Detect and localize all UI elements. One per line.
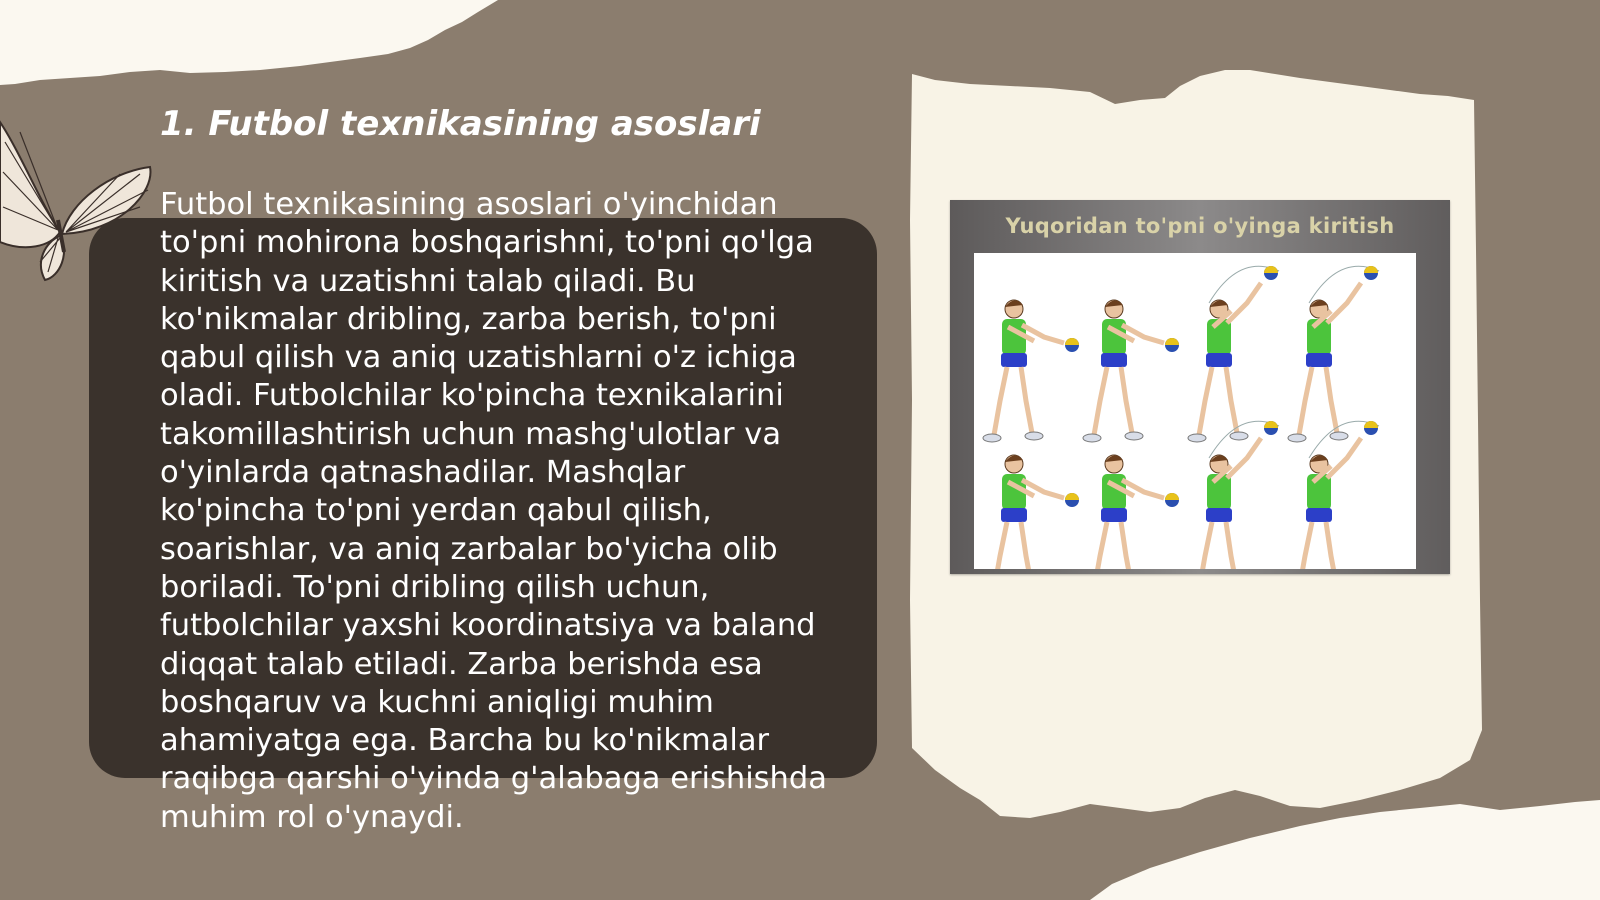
volleyball-icon (1264, 266, 1278, 280)
volleyball-icon (1165, 493, 1179, 507)
illustration-frame (974, 253, 1416, 569)
player-figure (1083, 455, 1179, 569)
volleyball-icon (1264, 421, 1278, 435)
volleyball-icon (1364, 266, 1378, 280)
slide-title: 1. Futbol texnikasining asoslari (160, 104, 761, 144)
volleyball-icon (1065, 493, 1079, 507)
player-figure (1083, 300, 1179, 442)
serve-sequence-figures (974, 253, 1416, 569)
player-figure (1188, 266, 1279, 442)
player-figure (1288, 266, 1379, 442)
volleyball-icon (1165, 338, 1179, 352)
serve-illustration (950, 200, 1450, 574)
torn-paper-top-left (0, 0, 498, 85)
player-figure (983, 455, 1079, 569)
player-figure (1188, 421, 1279, 569)
volleyball-icon (1364, 421, 1378, 435)
player-figure (983, 300, 1079, 442)
player-figure (1288, 421, 1379, 569)
slide-body-text: Futbol texnikasining asoslari o'yinchidan to'pni mohirona boshqarishni, to'pni qo'lga kiritish va uzatishni talab qiladi. Bu ko'nikmalar dribling, zarba berish, to'pni qabul qilish va aniq uzatishlarni o'z ichiga oladi. Futbolchilar ko'pincha texnikalarini takomillashtirish uchun mashg'ulotlar va o'yinlarda qatnashadilar. Mashqlar ko'pincha to'pni yerdan qabul qilish, soarishlar, va aniq zarbalar bo'yicha olib boriladi. To'pni dribling qilish uchun, futbolchilar yaxshi koordinatsiya va baland diqqat talab etiladi. Zarba berishda esa boshqaruv va kuchni aniqligi muhim ahamiyatga ega. Barcha bu ko'nikmalar raqibga qarshi o'yinda g'alabaga erishishda muhim rol o'ynaydi. (160, 187, 827, 835)
volleyball-icon (1065, 338, 1079, 352)
illustration-caption: Yuqoridan to'pni o'yinga kiritish (1005, 214, 1395, 238)
torn-paper-bottom-right (1090, 800, 1600, 900)
